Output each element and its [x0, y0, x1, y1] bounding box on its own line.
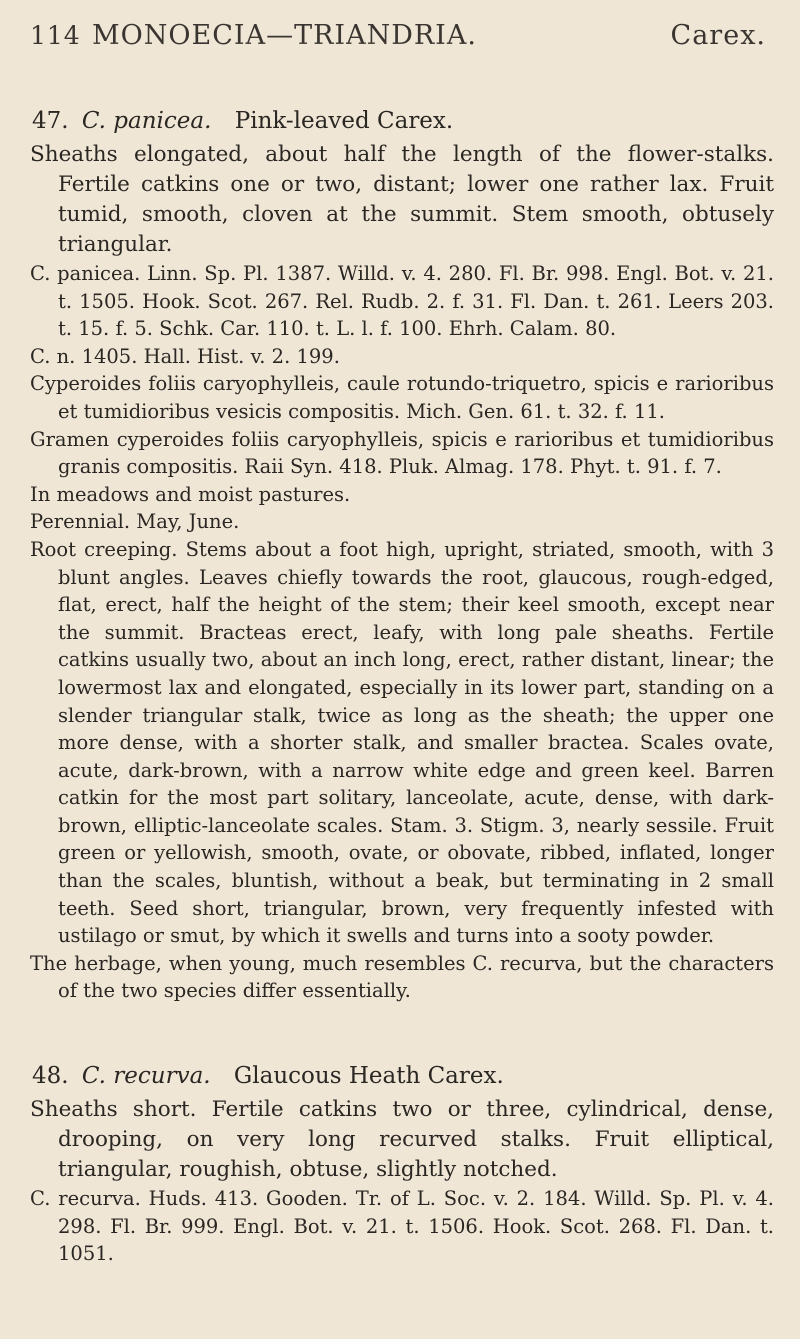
synonym: Cyperoides foliis caryophylleis, caule rotundo-triquetro, spicis e rarioribus et tumidioribus vesicis compositis. Mich. Gen. 61. t. 32. f. 11. — [30, 372, 774, 423]
common-name: Pink-leaved Carex. — [234, 108, 454, 134]
genus-label: Carex. — [670, 20, 766, 51]
entry-number: 47. — [32, 108, 69, 134]
section-title: MONOECIA—TRIANDRIA. — [92, 20, 477, 51]
synonym: C. n. 1405. Hall. Hist. v. 2. 199. — [30, 344, 340, 368]
page-number: 114 — [30, 21, 81, 50]
entry-heading — [30, 104, 774, 138]
synonym: C. recurva. Huds. 413. Gooden. Tr. of L. Soc. v. 2. 184. Willd. Sp. Pl. v. 4. 298. Fl. Br. 999. Engl. Bot. v. 21. t. 1506. Hook. Scot. 268. Fl. Dan. t. 1051. — [30, 1187, 774, 1266]
diagnosis: Sheaths short. Fertile catkins two or three, cylindrical, dense, drooping, on very long recurved stalks. Fruit elliptical, triangular, roughish, obtuse, slightly notched. — [30, 1097, 774, 1183]
flowering-time: Perennial. May, June. — [30, 510, 240, 534]
common-name: Glaucous Heath Carex. — [233, 1063, 504, 1090]
entry-heading — [30, 1059, 774, 1093]
full-description: Root creeping. Stems about a foot high, upright, striated, smooth, with 3 blunt angles. Leaves chiefly towards the root, glaucous, rough-edged, flat, erect, half the height of the stem; their keel smooth, except near the summit. Bracteas erect, leafy, with long pale sheaths. Fertile catkins usually two, about an inch long, erect, rather distant, linear; the lowermost lax and elongated, especially in its lower part, standing on a slender triangular stalk, twice as long as the sheath; the upper one more dense, with a shorter stalk, and smaller bractea. Scales ovate, acute, dark-brown, with a narrow white edge and green keel. Barren catkin for the most part solitary, lanceolate, acute, dense, with dark-brown, elliptic-lanceolate scales. Stam. 3. Stigm. 3, nearly sessile. Fruit green or yellowish, smooth, ovate, or obovate, ribbed, inflated, longer than the scales, bluntish, without a beak, but terminating in 2 small teeth. Seed short, triangular, brown, very frequently infested with ustilago or smut, by which it swells and turns into a sooty powder. — [30, 537, 774, 948]
entry-number: 48. — [32, 1063, 69, 1090]
habitat: In meadows and moist pastures. — [30, 482, 351, 506]
synonym: Gramen cyperoides foliis caryophylleis, spicis e rarioribus et tumidioribus granis compositis. Raii Syn. 418. Pluk. Almag. 178. Phyt. t. 91. f. 7. — [30, 427, 774, 479]
diagnosis: Sheaths elongated, about half the length of the flower-stalks. Fertile catkins one or two, distant; lower one rather lax. Fruit tumid, smooth, cloven at the summit. Stem smooth, obtusely triangular. — [30, 142, 774, 257]
species-entry-47 — [30, 104, 774, 1005]
note: The herbage, when young, much resembles C. recurva, but the characters of the two species differ essentially. — [30, 951, 774, 1003]
running-head — [30, 20, 774, 70]
species-name: C. panicea. — [81, 108, 212, 134]
species-name: C. recurva. — [81, 1063, 211, 1090]
species-entry-48 — [30, 1059, 774, 1268]
synonym: C. panicea. Linn. Sp. Pl. 1387. Willd. v. 4. 280. Fl. Br. 998. Engl. Bot. v. 21. t. 1505. Hook. Scot. 267. Rel. Rudb. 2. f. 31. Fl. Dan. t. 261. Leers 203. t. 15. f. 5. Schk. Car. 110. t. L. l. f. 100. Ehrh. Calam. 80. — [30, 262, 774, 341]
